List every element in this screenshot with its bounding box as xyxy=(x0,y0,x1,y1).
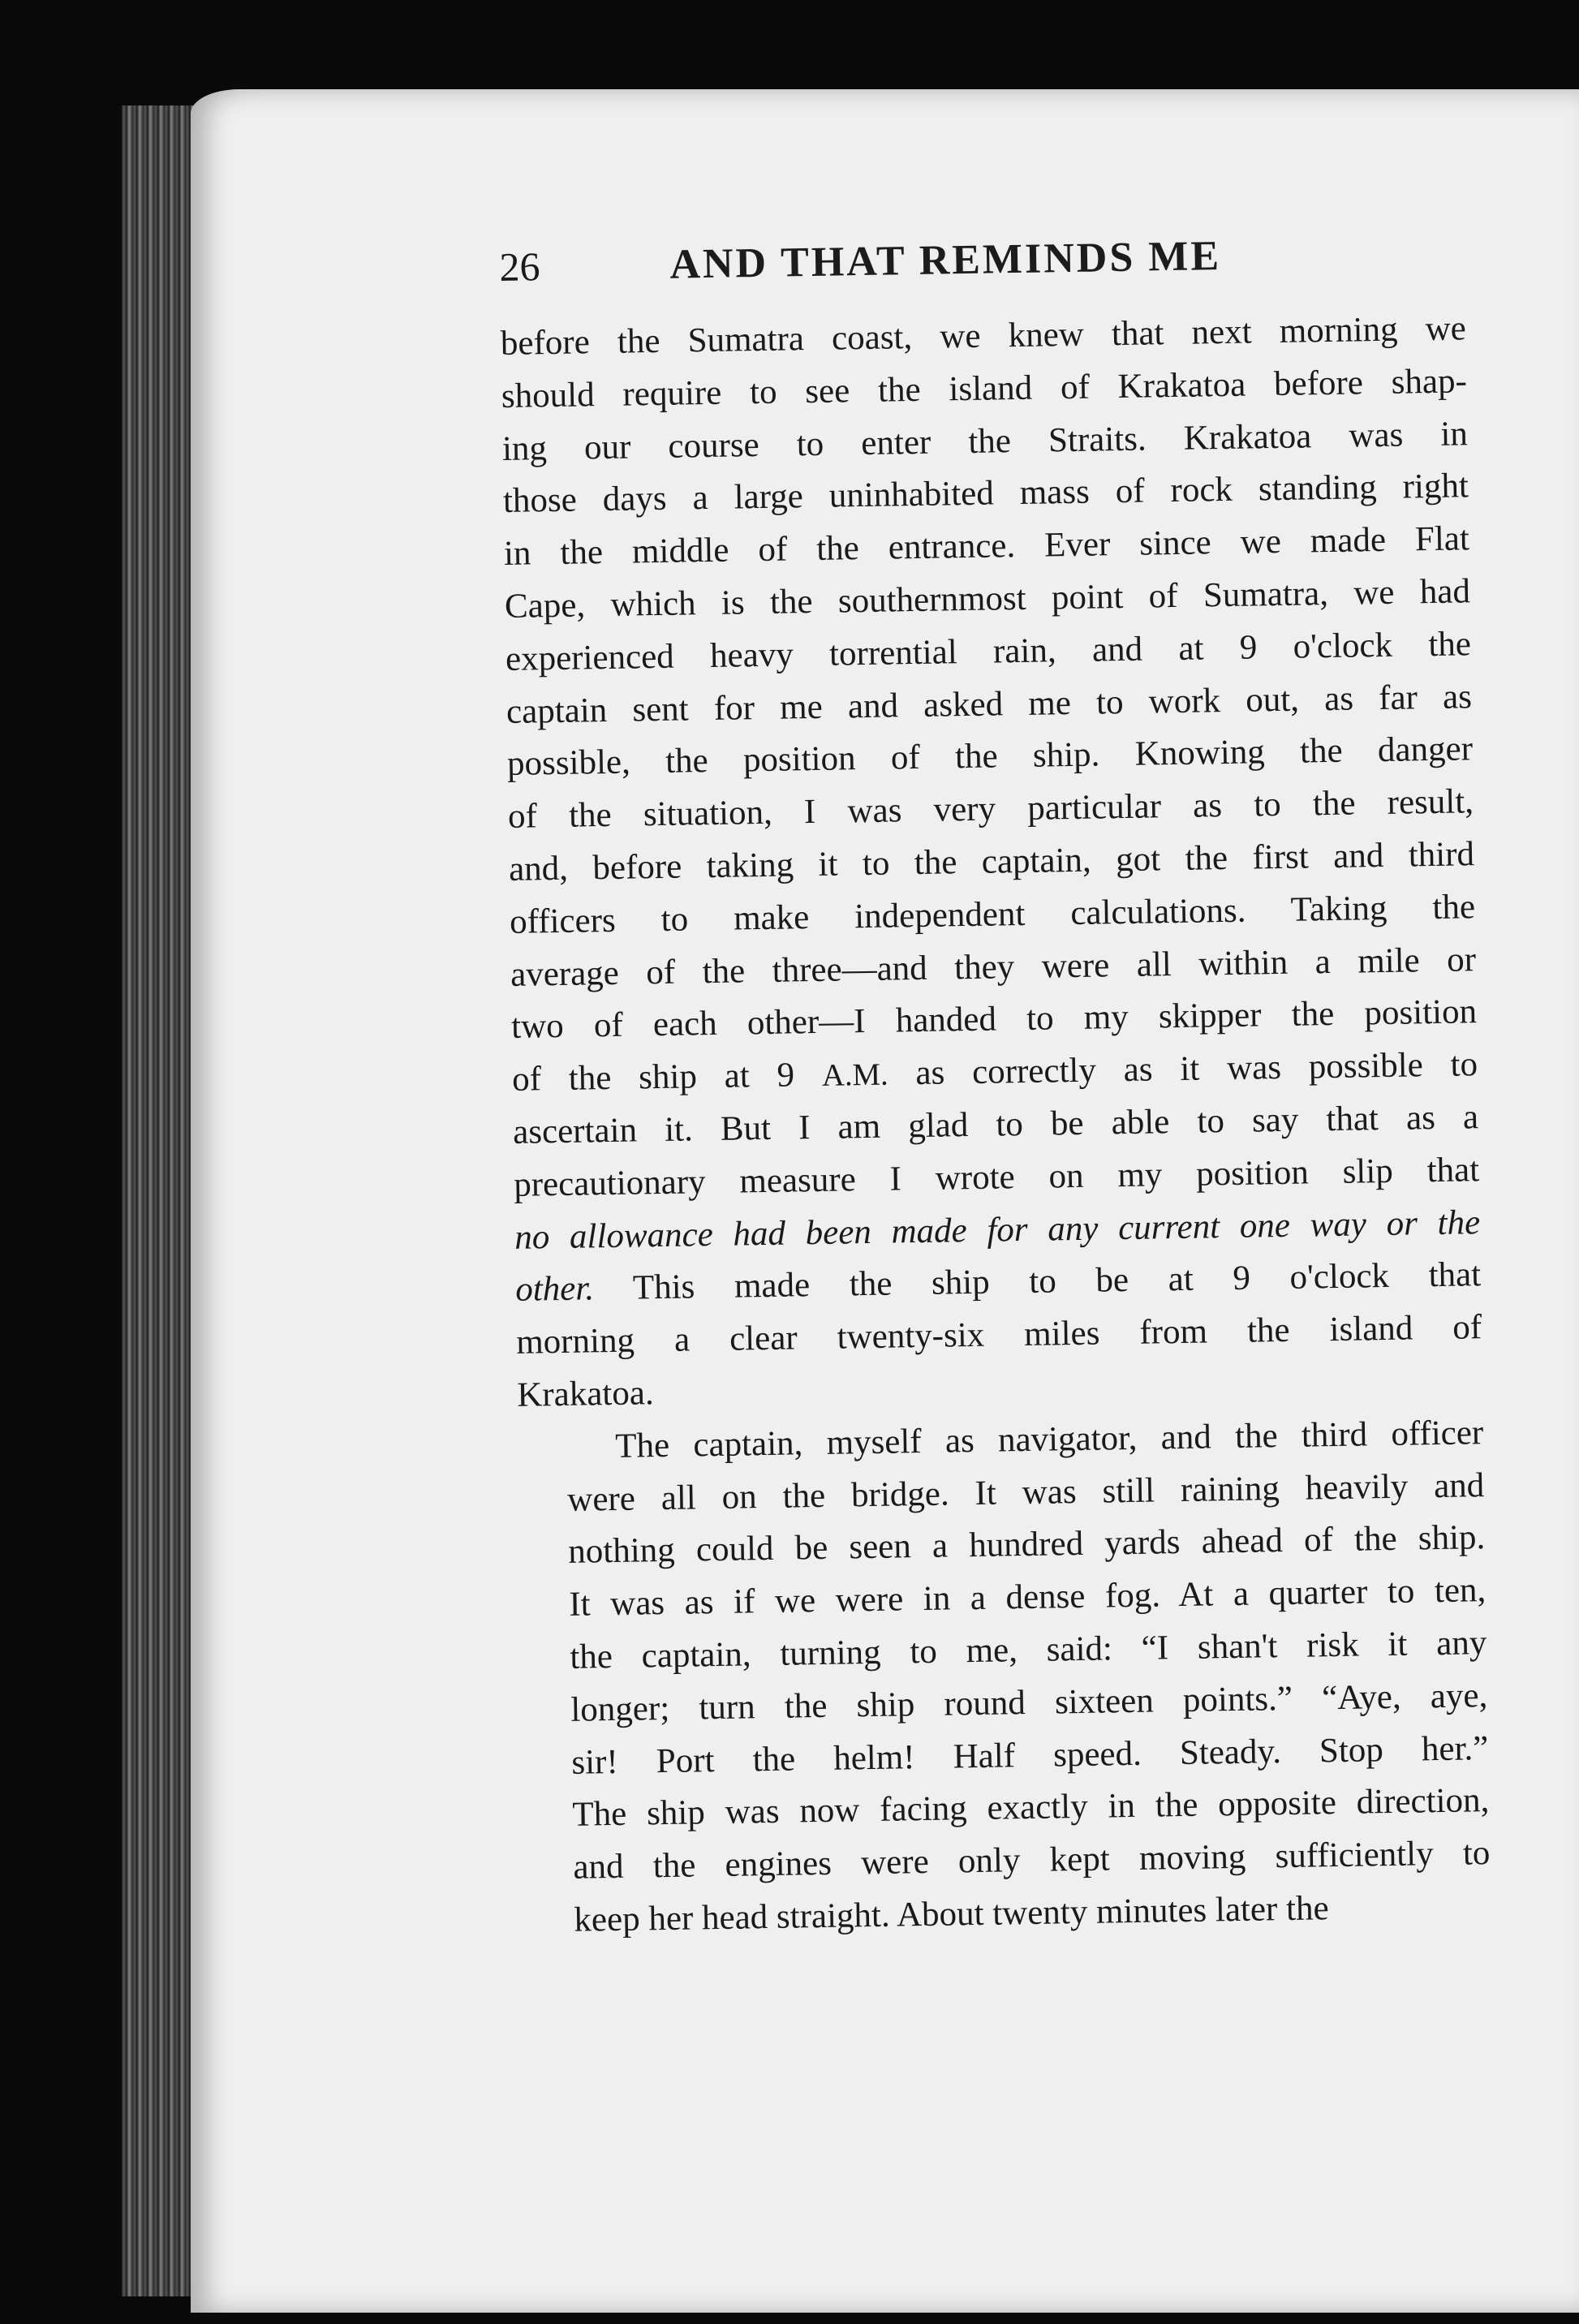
text-line: Cape, which is the southernmost point of Sumatra, we had xyxy=(504,572,1471,626)
text-line: and, before taking it to the captain, got the first and third xyxy=(508,835,1475,889)
text-line: ing our course to enter the Straits. Krakatoa was in xyxy=(501,414,1469,468)
text-line: precautionary measure I wrote on my position slip that xyxy=(513,1150,1480,1204)
text-line: ascertain it. But I am glad to be able to say that as a xyxy=(512,1098,1479,1151)
text-line: should require to see the island of Krakatoa before shap- xyxy=(501,362,1468,415)
text-line: experienced heavy torrential rain, and at 9 o'clock the xyxy=(505,625,1472,678)
paragraph-1 xyxy=(500,303,1482,1422)
text-line: The ship was now facing exactly in the opposite direction, xyxy=(572,1781,1490,1835)
text-line: keep her head straight. About twenty minutes later the xyxy=(574,1889,1329,1939)
text-line: of the ship at 9 A.M. as correctly as it was possible to xyxy=(511,1045,1478,1100)
page-number: 26 xyxy=(499,243,540,290)
text-line: nothing could be seen a hundred yards ahead of the ship. xyxy=(567,1518,1486,1572)
text-line: longer; turn the ship round sixteen points.” “Aye, aye, xyxy=(570,1676,1488,1729)
text-line: those days a large uninhabited mass of rock standing right xyxy=(502,467,1469,521)
text-line: were all on the bridge. It was still raining heavily and xyxy=(566,1465,1485,1519)
paragraph-2 xyxy=(518,1407,1491,1948)
text-line: possible, the position of the ship. Knowing the danger xyxy=(506,729,1474,784)
text-line: no allowance had been made for any current one way or the xyxy=(514,1203,1481,1257)
text-line: morning a clear twenty-six miles from the island of xyxy=(515,1308,1482,1362)
text-line: before the Sumatra coast, we knew that next morning we xyxy=(500,309,1467,363)
page-text xyxy=(499,228,1491,1947)
text-line: and the engines were only kept moving sufficiently to xyxy=(573,1834,1491,1887)
text-line: sir! Port the helm! Half speed. Steady. Stop her.” xyxy=(571,1728,1489,1782)
text-line: the captain, turning to me, said: “I shan't risk it any xyxy=(570,1624,1487,1676)
text-line: officers to make independent calculations. Taking the xyxy=(509,887,1476,941)
running-head-title: AND THAT REMINDS ME xyxy=(669,233,1222,288)
text-line: The captain, myself as navigator, and the third officer xyxy=(614,1413,1484,1465)
text-line: of the situation, I was very particular as to the result, xyxy=(507,782,1474,837)
text-line: average of the three—and they were all within a mile or xyxy=(510,940,1477,994)
text-line: captain sent for me and asked me to work out, as far as xyxy=(506,677,1473,731)
text-line: in the middle of the entrance. Ever since we made Flat xyxy=(503,519,1470,574)
text-line: It was as if we were in a dense fog. At a quarter to ten, xyxy=(568,1571,1486,1624)
text-line: other. This made the ship to be at 9 o'clock that xyxy=(514,1255,1482,1310)
text-line: Krakatoa. xyxy=(516,1374,654,1414)
text-line: two of each other—I handed to my skipper the position xyxy=(510,992,1478,1047)
